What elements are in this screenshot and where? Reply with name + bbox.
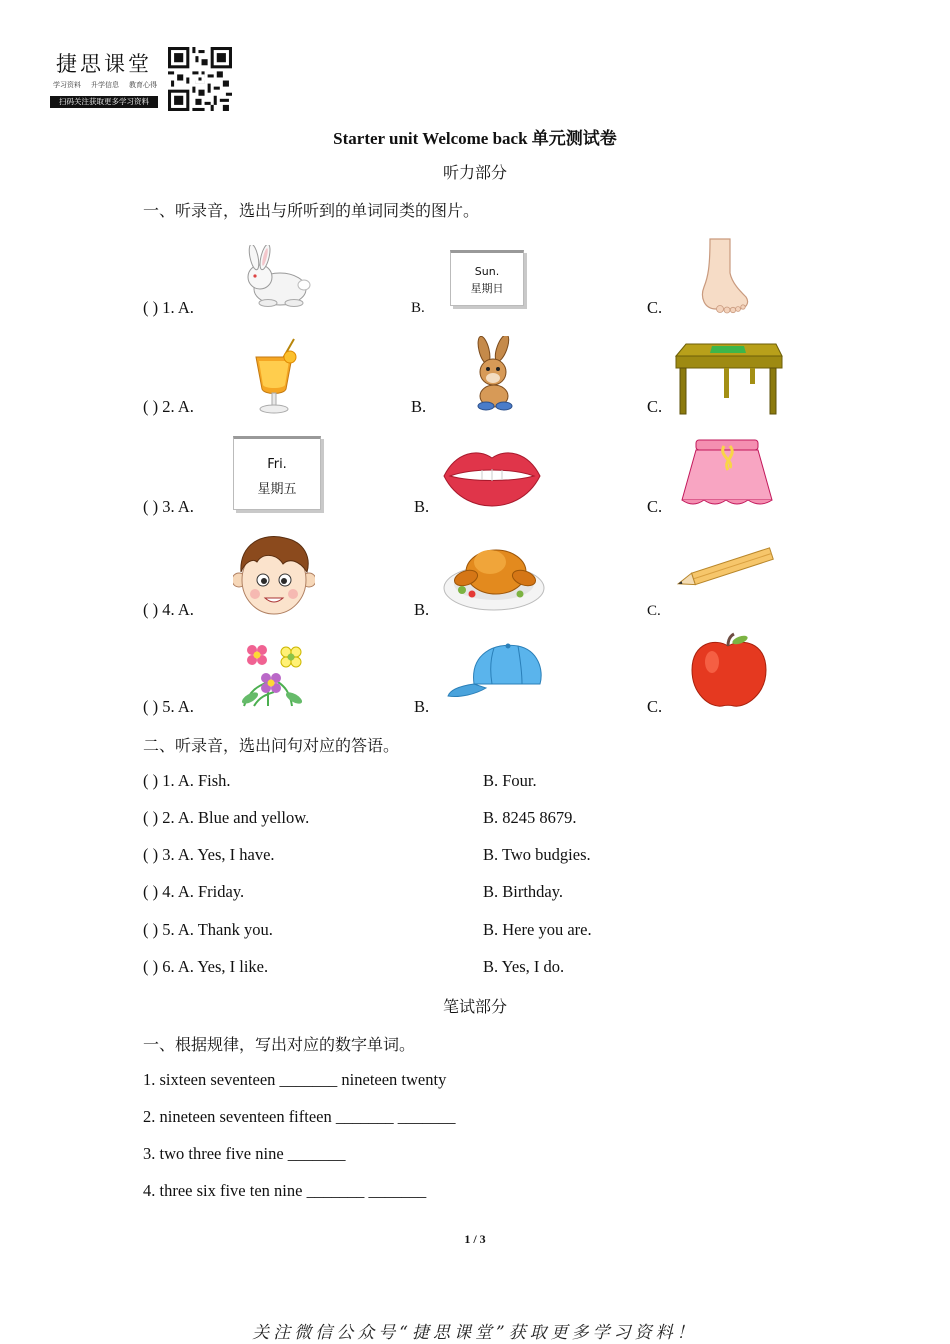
pencil-icon <box>674 546 780 592</box>
answer-option-a: ( ) 3. A. Yes, I have. <box>143 845 275 864</box>
option-b-label: B. <box>414 697 430 716</box>
option-c-label: C. <box>647 603 661 619</box>
answer-option-b: B. Birthday. <box>483 882 564 901</box>
calendar-sunday-icon <box>450 250 524 306</box>
option-b-label: B. <box>414 600 430 619</box>
calendar-day-cn: 星期日 <box>470 282 504 295</box>
logo-sub-1: 学习资料 <box>53 81 81 89</box>
logo-sub-3: 教育心得 <box>129 81 157 89</box>
question-label: ( ) 2. A. <box>143 397 194 416</box>
foot-icon <box>696 237 752 315</box>
writing-heading: 笔试部分 <box>442 997 507 1016</box>
apple-icon <box>688 632 770 710</box>
answer-option-b: B. Four. <box>483 771 537 790</box>
calendar-day-cn: 星期五 <box>257 482 297 497</box>
cap-icon <box>446 640 544 702</box>
part1-instruction: 一、听录音，选出与所听到的单词同类的图片。 <box>143 201 480 220</box>
option-b-label: B. <box>411 397 427 416</box>
logo-bar: 扫码关注获取更多学习资料 <box>50 96 158 108</box>
question-label: ( ) 1. A. <box>143 298 194 317</box>
answer-option-b: B. Yes, I do. <box>483 957 565 976</box>
answer-option-b: B. Two budgies. <box>483 845 591 864</box>
answer-option-a: ( ) 4. A. Friday. <box>143 882 245 901</box>
part2-instruction: 二、听录音，选出问句对应的答语。 <box>143 736 400 755</box>
option-c-label: C. <box>647 497 663 516</box>
option-b-label: B. <box>414 497 430 516</box>
calendar-day-en: Sun. <box>474 265 500 278</box>
part3-instruction: 一、根据规律，写出对应的数字单词。 <box>143 1035 416 1054</box>
calendar-friday-icon <box>233 436 321 510</box>
option-c-label: C. <box>647 298 663 317</box>
answer-option-a: ( ) 5. A. Thank you. <box>143 920 273 939</box>
desk-icon <box>672 340 784 416</box>
footer-promo: 关注微信公众号“捷思课堂”获取更多学习资料！ <box>252 1323 698 1343</box>
question-label: ( ) 5. A. <box>143 697 194 716</box>
calendar-day-en: Fri. <box>267 457 287 472</box>
fill-blank-item: 4. three six five ten nine _______ _______ <box>143 1181 427 1200</box>
skirt-icon <box>678 438 776 508</box>
answer-option-b: B. Here you are. <box>483 920 592 939</box>
flowers-icon <box>238 640 310 708</box>
listening-heading: 听力部分 <box>442 163 507 182</box>
mouth-icon <box>442 446 542 508</box>
logo-subtitles <box>53 80 157 90</box>
toy-bunny-icon <box>466 336 522 412</box>
roast-chicken-icon <box>442 532 546 612</box>
answer-option-b: B. 8245 8679. <box>483 808 577 827</box>
boy-face-icon <box>233 534 315 616</box>
rabbit-icon <box>238 245 312 309</box>
option-b-label: B. <box>411 300 425 316</box>
page-title: Starter unit Welcome back 单元测试卷 <box>333 129 617 148</box>
juice-glass-icon <box>250 337 302 415</box>
answer-option-a: ( ) 6. A. Yes, I like. <box>143 957 269 976</box>
logo-title: 捷思课堂 <box>56 52 152 76</box>
page-number: 1 / 3 <box>464 1232 486 1246</box>
fill-blank-item: 1. sixteen seventeen _______ nineteen twenty <box>143 1070 447 1089</box>
qr-code-icon <box>168 47 232 111</box>
answer-option-a: ( ) 1. A. Fish. <box>143 771 231 790</box>
logo-sub-2: 升学信息 <box>91 81 119 89</box>
answer-option-a: ( ) 2. A. Blue and yellow. <box>143 808 310 827</box>
option-c-label: C. <box>647 697 663 716</box>
question-label: ( ) 3. A. <box>143 497 194 516</box>
fill-blank-item: 3. two three five nine _______ <box>143 1144 346 1163</box>
question-label: ( ) 4. A. <box>143 600 194 619</box>
fill-blank-item: 2. nineteen seventeen fifteen _______ _______ <box>143 1107 456 1126</box>
option-c-label: C. <box>647 397 663 416</box>
